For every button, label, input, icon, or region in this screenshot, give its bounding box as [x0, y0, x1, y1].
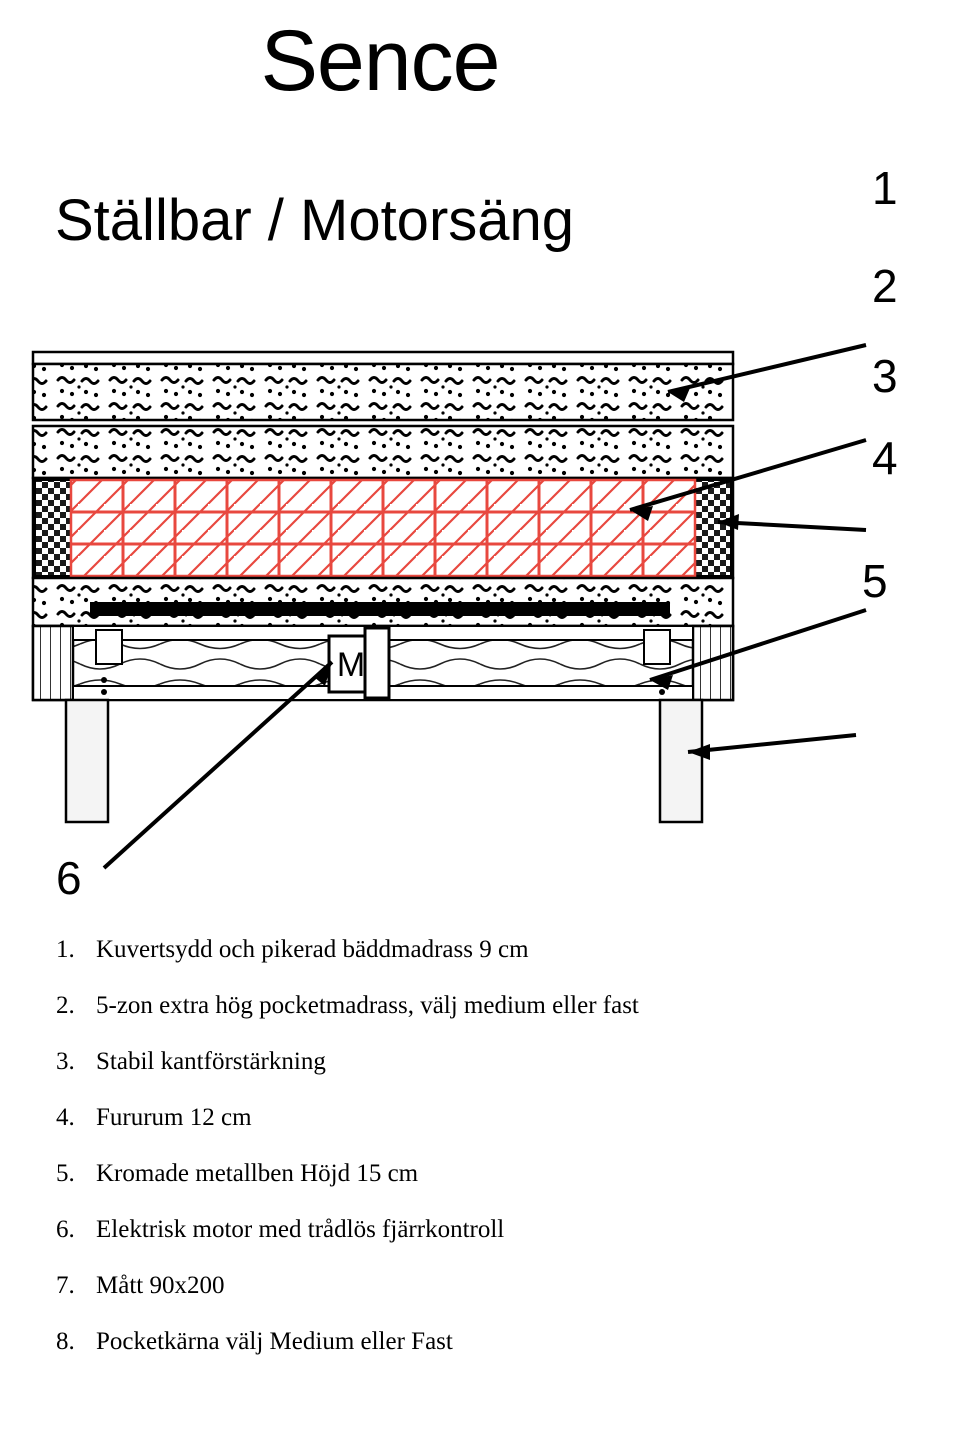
spec-number: 6. — [56, 1216, 75, 1243]
spec-text: 5-zon extra hög pocketmadrass, välj medium eller fast — [96, 992, 639, 1019]
page-subtitle: Ställbar / Motorsäng — [55, 188, 575, 253]
metal-legs — [66, 700, 702, 822]
spec-text: Kromade metallben Höjd 15 cm — [96, 1160, 419, 1187]
spec-item — [56, 1103, 916, 1133]
spec-item — [56, 1047, 916, 1077]
motor-label: M — [336, 646, 366, 684]
spec-text: Kuvertsydd och pikerad bäddmadrass 9 cm — [96, 936, 529, 963]
callout-number-6: 6 — [56, 852, 82, 904]
brand-title: Sence — [260, 13, 500, 109]
motor-unit — [329, 628, 389, 698]
spec-number: 4. — [56, 1104, 75, 1131]
spec-text: Elektrisk motor med trådlös fjärrkontroll — [96, 1216, 505, 1243]
callout-number-3: 3 — [872, 350, 898, 402]
spec-text: Fururum 12 cm — [96, 1104, 252, 1131]
spec-text: Pocketkärna välj Medium eller Fast — [96, 1328, 453, 1355]
callout-number-4: 4 — [872, 432, 898, 484]
bed-cross-section-diagram — [0, 140, 970, 920]
layer-pocket-spring-core — [33, 478, 733, 578]
specification-list — [56, 935, 916, 1383]
spec-item — [56, 1327, 916, 1357]
spec-item — [56, 1215, 916, 1245]
callout-number-1: 1 — [872, 162, 898, 214]
spec-number: 2. — [56, 992, 75, 1019]
callout-number-5: 5 — [862, 555, 888, 607]
spec-text: Mått 90x200 — [96, 1272, 225, 1299]
spec-item — [56, 1159, 916, 1189]
spec-item — [56, 1271, 916, 1301]
spec-number: 5. — [56, 1160, 75, 1187]
layer-bed-mattress — [33, 352, 733, 420]
layer-bottom-cover — [33, 578, 733, 626]
spec-number: 7. — [56, 1272, 75, 1299]
spec-number: 1. — [56, 936, 75, 963]
layer-quilt-second — [33, 426, 733, 478]
spec-item — [56, 991, 916, 1021]
spec-text: Stabil kantförstärkning — [96, 1048, 326, 1075]
spec-item — [56, 935, 916, 965]
spec-number: 3. — [56, 1048, 75, 1075]
callout-number-2: 2 — [872, 260, 898, 312]
spec-number: 8. — [56, 1328, 75, 1355]
